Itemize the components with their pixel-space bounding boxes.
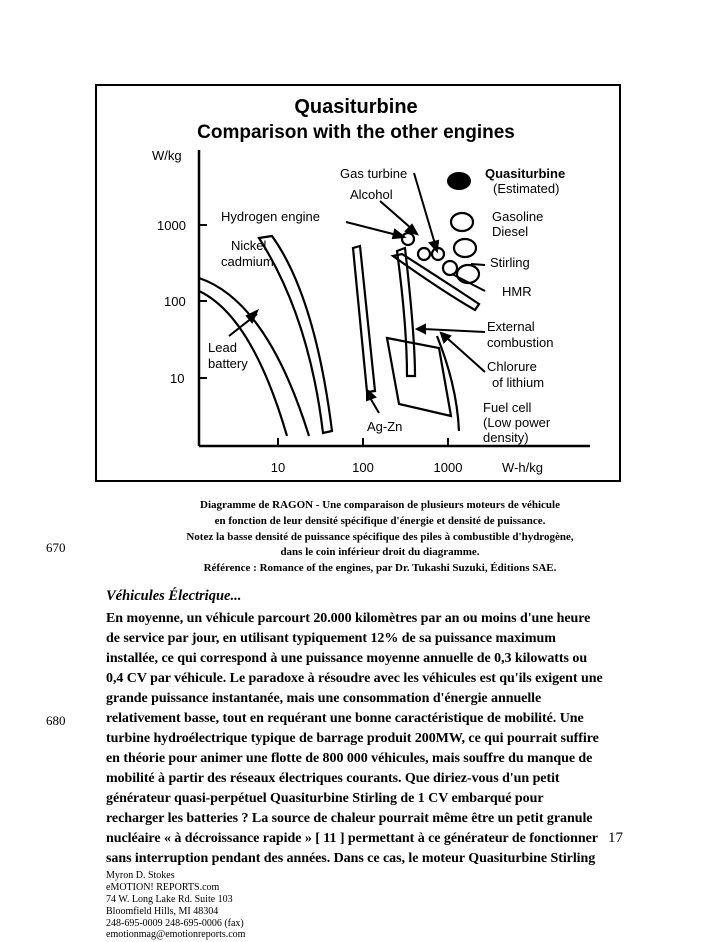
body-text-line: grande puissance instantanée, mais une consommation d'énergie annuelle: [106, 691, 542, 706]
label-estimated: (Estimated): [493, 181, 560, 196]
label-low-power: (Low power: [483, 415, 551, 430]
label-chlorure: Chlorure: [487, 359, 537, 374]
arrow: [471, 264, 485, 265]
figure-subtitle: Comparison with the other engines: [197, 122, 515, 143]
label-diesel: Diesel: [492, 224, 529, 239]
x-axis-unit: W-h/kg: [502, 460, 543, 475]
page-number: 17: [608, 830, 623, 846]
label-hmr: HMR: [502, 284, 532, 299]
stirling-marker: [457, 265, 479, 283]
y-tick-label: 1000: [157, 218, 186, 233]
label-gas-turbine: Gas turbine: [340, 166, 408, 181]
body-text-line: mobilité à partir des réseaux électriques courants. Que diriez-vous d'un petit: [106, 771, 560, 786]
footer-city: Bloomfield Hills, MI 48304: [106, 906, 219, 917]
quasiturbine-marker: [447, 172, 471, 190]
label-external: External: [487, 319, 535, 334]
y-tick-label: 100: [164, 294, 186, 309]
line-number: 680: [46, 713, 66, 728]
body-text-line: 0,4 CV par véhicule. Le paradoxe à résoudre avec les véhicules est qu'ils exigent une: [106, 671, 603, 686]
footer-company: eMOTION! REPORTS.com: [106, 882, 220, 893]
x-tick-label: 10: [270, 460, 286, 475]
body-text-line: nucléaire « à décroissance rapide » [ 11 ] permettant à ce générateur de fonctionner: [106, 831, 598, 846]
line-number: 670: [46, 540, 66, 555]
y-axis-unit: W/kg: [152, 148, 182, 163]
figure-caption-line: Diagramme de RAGON - Une comparaison de plusieurs moteurs de véhicule: [200, 499, 560, 511]
figure-caption-line: dans le coin inférieur droit du diagramme.: [280, 546, 480, 558]
body-text-line: de service par jour, en utilisant typiquement 12% de sa puissance maximum: [106, 631, 556, 646]
footer-phone: 248-695-0009 248-695-0006 (fax): [106, 918, 244, 929]
ragone-figure: [95, 84, 621, 482]
label-stirling: Stirling: [490, 255, 530, 270]
body-text-line: installée, ce qui correspond à une puissance moyenne annuelle de 0,3 kilowatts ou: [106, 651, 588, 666]
arrow: [423, 329, 485, 332]
y-tick-label: 10: [170, 371, 185, 386]
arrow: [380, 201, 412, 229]
label-combustion: combustion: [487, 335, 554, 350]
arrow: [447, 338, 485, 372]
gas-turbine-marker: [418, 248, 430, 260]
body-text-line: En moyenne, un véhicule parcourt 20.000 kilomètres par an ou moins d'une heure: [106, 611, 591, 626]
x-tick-label: 100: [352, 460, 374, 475]
figure-caption-line: Notez la basse densité de puissance spécifique des piles à combustible d'hydrogène,: [186, 531, 574, 543]
label-cadmium: cadmium: [221, 254, 274, 269]
label-battery: battery: [208, 356, 248, 371]
label-nickel: Nickel: [231, 238, 267, 253]
figure-caption-line: en fonction de leur densité spécifique d'énergie et densité de puissance.: [214, 515, 546, 527]
gasoline-marker: [451, 213, 473, 231]
figure-title: Quasiturbine: [294, 96, 418, 118]
diesel-marker: [454, 239, 476, 257]
hydrogen-engine-region: [397, 248, 415, 376]
section-title: Véhicules Électrique...: [106, 588, 242, 604]
label-fuel-cell: Fuel cell: [483, 400, 532, 415]
body-text-line: en théorie pour animer une flotte de 800 000 véhicules, mais souffre du manque de: [106, 751, 593, 766]
body-text-line: sans interruption pendant des années. Dans ce cas, le moteur Quasiturbine Stirling: [106, 851, 596, 866]
x-tick-label: 1000: [433, 460, 463, 475]
body-text-line: relativement basse, tout en requérant une bonne caractéristique de mobilité. Une: [106, 711, 584, 726]
footer-email: emotionmag@emotionreports.com: [106, 929, 246, 940]
stirling-small-marker: [443, 261, 457, 275]
alcohol-marker: [402, 233, 414, 245]
arrow-head: [393, 230, 404, 238]
ragone-diagram: [97, 86, 619, 480]
label-density: density): [483, 430, 529, 445]
figure-caption-line: Référence : Romance of the engines, par Dr. Tukashi Suzuki, Éditions SAE.: [203, 562, 557, 574]
label-ag-zn: Ag-Zn: [367, 419, 403, 434]
label-of-lithium: of lithium: [492, 375, 545, 390]
label-quasiturbine: Quasiturbine: [485, 166, 566, 181]
label-hydrogen-engine: Hydrogen engine: [221, 209, 321, 224]
ag-zn-region: [353, 246, 375, 392]
label-alcohol: Alcohol: [350, 187, 393, 202]
label-lead: Lead: [208, 340, 237, 355]
footer-author: Myron D. Stokes: [106, 870, 175, 881]
body-text-line: générateur quasi-perpétuel Quasiturbine Stirling de 1 CV embarqué pour: [106, 791, 544, 806]
arrow: [346, 222, 397, 235]
label-gasoline: Gasoline: [492, 209, 544, 224]
body-text-line: turbine hydroélectrique typique de barrage produit 200MW, ce qui pourrait suffire: [106, 731, 599, 746]
body-text-line: recharger les batteries ? La source de chaleur pourrait même être un petit granule: [106, 811, 593, 826]
arrow-head: [417, 325, 425, 333]
footer-address: 74 W. Long Lake Rd. Suite 103: [106, 894, 233, 905]
